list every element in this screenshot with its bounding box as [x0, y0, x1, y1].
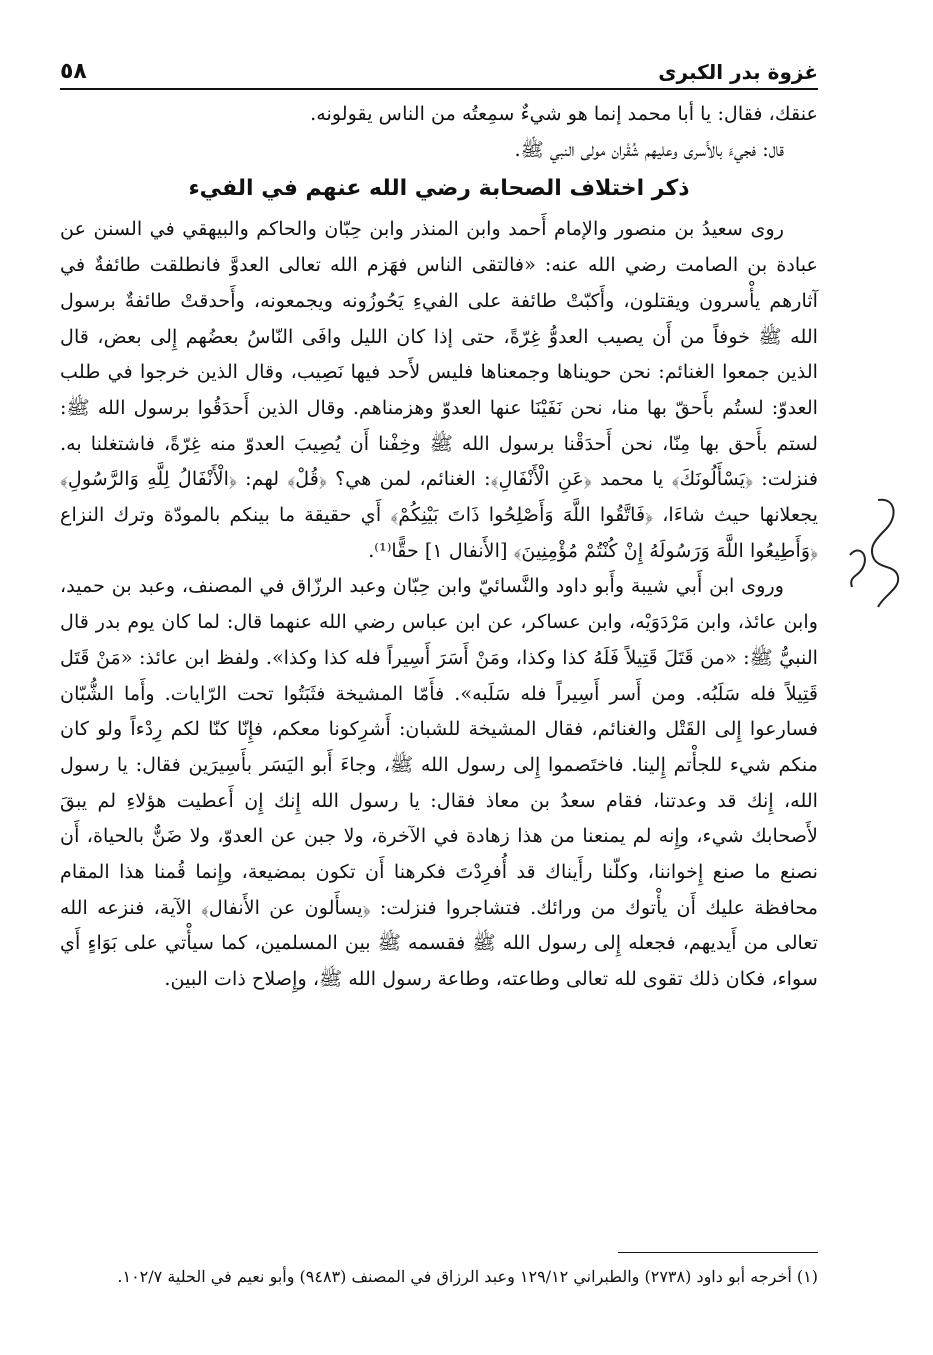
section-heading: ذكر اختلاف الصحابة رضي الله عنهم في الفيء	[188, 176, 690, 202]
paragraph-ubada-narration: روى سعيدُ بن منصور والإمام أَحمد وابن المنذر وابن حِبّان والحاكم والبيهقي في السنن عن عبادة بن الصامت رضي الله عنه: «فالتقى الناس فهَزم الله تعالى العدوَّ فانطلقت طائفةٌ في آثارهم يأْسرون ويقتلون، وأَكبّتْ طائفة على الفيءِ يَحُوزُونه ويجمعونه، وأَحدقتْ طائفةٌ برسول الله ﷺ خوفاً من أَن يصيب العدوُّ غِرّةً، حتى إذا كان الليل وافَى النّاسُ بعضُهم إِلى بعض، قال الذين جمعوا الغنائم: نحن حويناها وجمعناها فليس لأَحد فيها نَصِيب، وقال الذين خرجوا في طلب العدوّ: لستُم بأَحقّ بها منا، نحن نَفَيْنَا عنها العدوّ وهزمناهم. وقال الذين أَحدَقُوا برسول الله ﷺ: لستم بأَحق بها مِنّا، نحن أَحدَقْنا برسول الله ﷺ وخِفْنا أَن يُصِيبَ العدوّ منه غِرّةً، فاشتغلنا به. فنزلت: ﴿يَسْأَلُونَكَ﴾ يا محمد ﴿عَنِ الْأَنْفَالِ﴾: الغنائم، لمن هي؟ ﴿قُلْ﴾ لهم: ﴿الْأَنْفَالُ لِلَّهِ وَالرَّسُولِ﴾ يجعلانها حيث شاءَا، ﴿فَاتَّقُوا اللَّهَ وَأَصْلِحُوا ذَاتَ بَيْنِكُمْ﴾ أَي حقيقة ما بينكم بالمودّة وترك النزاع ﴿وَأَطِيعُوا اللَّهَ وَرَسُولَهُ إِنْ كُنْتُمْ مُؤْمِنِينَ﴾ [الأَنفال ١] حقًّا⁽¹⁾.	[60, 217, 818, 562]
running-title: غزوة بدر الكبرى	[658, 60, 818, 84]
paragraph-continuation: عنقك، فقال: يا أبا محمد إنما هو شيءٌ سمِعتُه من الناس يقولونه.	[310, 102, 818, 125]
paragraph-prisoners: قال: فجيءَ بالأَسرى وعليهم شُقْران مولى النبي ﷺ.	[514, 137, 784, 161]
page-number: ٥٨	[60, 59, 87, 84]
page-body	[60, 96, 818, 997]
footnote-separator	[618, 1252, 818, 1253]
page-header	[60, 40, 818, 90]
paragraph-ibn-abbas-narration: وروى ابن أَبي شيبة وأَبو داود والنَّسائيّ وابن حِبّان وعبد الرزّاق في المصنف، وعبد بن حميد، وابن عائذ، وابن مَرْدَوَيْه، وابن عساكر، عن ابن عباس رضي الله عنهما قال: لما كان يوم بدر قال النبيُّ ﷺ: «من قَتَلَ قَتِيلاً فَلَهُ كذا وكذا، ومَنْ أَسَرَ أَسِيراً فله كذا وكذا». ولفظ ابن عائذ: «مَنْ قَتَل قَتِيلاً فله سَلَبُه. ومن أَسر أَسِيراً فله سَلَبه». فأَمّا المشيخة فثَبَتُوا تحت الرّايات. وأَما الشُّبّان فسارعوا إِلى القَتْل والغنائم، فقال المشيخة للشبان: أَشرِكونا معكم، فإِنّا كنّا لكم رِدْءاً ولو كان منكم شيء للجأْتم إِلينا. فاختَصموا إِلى رسول الله ﷺ، وجاءَ أَبو اليَسَر بأَسِيرَين فقال: يا رسول الله، إِنك قد وعدتنا، فقام سعدُ بن معاذ فقال: يا رسول الله إِنك إِن أَعطيت هؤلاءِ لم يبقَ لأَصحابك شيء، وإِنه لم يمنعنا من هذا زهادة في الآخرة، ولا جبن عن العدوّ، ولا ضَنٌّ بالحياة، أَن نصنع ما صنع إِخواننا، وكلّنا رأَيناك قد أُفرِدْتَ فكرهنا أَن تكون بمضيعة، وإِنما قُمنا هذا المقام محافظة عليك أَن يأْتوك من ورائك. فتشاجروا فنزلت: ﴿يسأَلون عن الأَنفال﴾ الآية، فنزعه الله تعالى من أَيديهم، فجعله إِلى رسول الله ﷺ فقسمه ﷺ بين المسلمين، كما سيأْتي على بَوَاءٍ أَي سواء، فكان ذلك تقوى لله تعالى وطاعته، وطاعة رسول الله ﷺ، وإِصلاح ذات البين.	[60, 574, 818, 991]
handwritten-marginal-mark-icon	[838, 495, 918, 615]
footnote: (١) أخرجه أبو داود (٢٧٣٨) والطبراني ١٢٩/١٢ وعبد الرزاق في المصنف (٩٤٨٣) وأبو نعيم في الحلية ١٠٢/٧.	[117, 1267, 818, 1286]
